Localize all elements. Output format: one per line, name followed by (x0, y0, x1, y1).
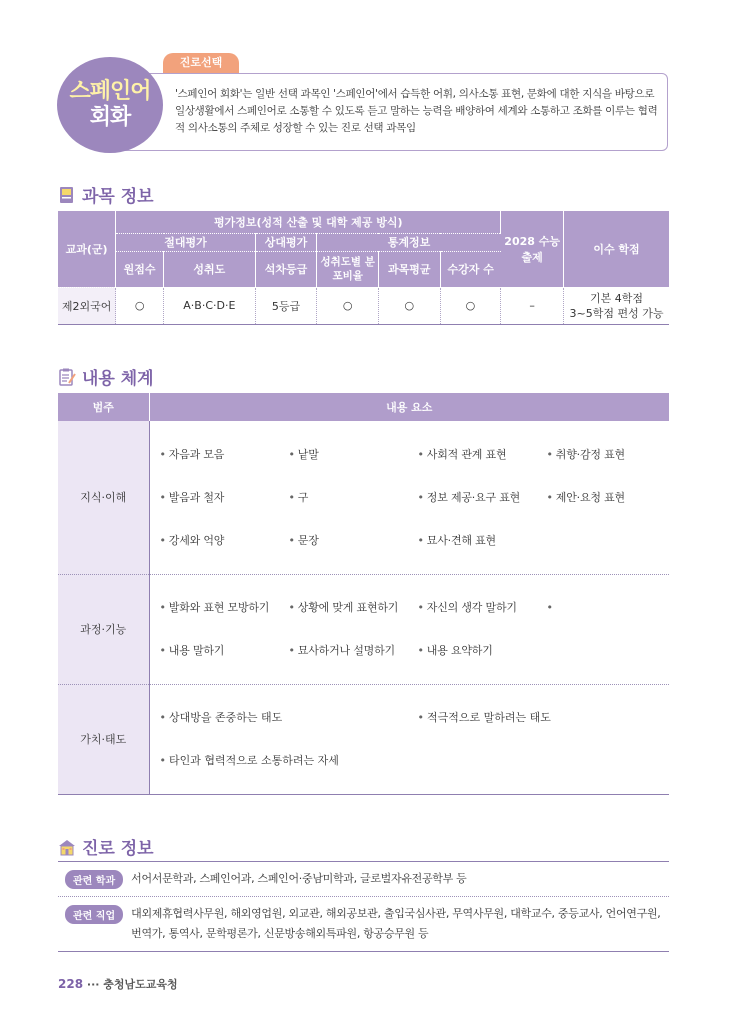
list-item: • 낱말 (289, 433, 418, 476)
th-distribution: 성취도별 분포비율 (317, 251, 379, 287)
subject-title-badge (57, 57, 163, 153)
page-footer (58, 976, 178, 992)
dept-label: 관련 학과 (65, 870, 123, 889)
category-process: 과정·기능 (58, 574, 149, 684)
table-row (58, 684, 669, 794)
th-elements: 내용 요소 (149, 393, 669, 421)
content-system-table (58, 393, 669, 795)
list-item: • 취향·감정 표현 (547, 433, 667, 476)
career-info (58, 861, 669, 952)
th-eval: 평가정보(성적 산출 및 대학 제공 방식) (116, 211, 501, 233)
th-mean: 과목평균 (378, 251, 440, 287)
category-values: 가치·태도 (58, 684, 149, 794)
list-item: • 발음과 철자 (160, 476, 289, 519)
list-item: • 자신의 생각 말하기 (418, 586, 547, 629)
category-knowledge: 지식·이해 (58, 421, 149, 574)
process-items (150, 586, 670, 672)
values-items (150, 696, 670, 782)
th-exam: 2028 수능 출제 (501, 211, 564, 287)
list-item: • 묘사·견해 표현 (418, 519, 547, 562)
list-item: • 자음과 모음 (160, 433, 289, 476)
th-achievement: 성취도 (164, 251, 256, 287)
cell-mean: ○ (378, 287, 440, 324)
career-row-job (58, 897, 669, 952)
subject-info-title: 과목 정보 (82, 187, 154, 207)
content-system-title: 내용 체계 (82, 369, 154, 389)
list-item: • 제안·요청 표현 (547, 476, 667, 519)
cell-rank: 5등급 (255, 287, 317, 324)
content-system-heading (58, 364, 154, 389)
list-item: • 상황에 맞게 표현하기 (289, 586, 418, 629)
list-item: • 내용 말하기 (160, 629, 289, 672)
list-item: • 정보 제공·요구 표현 (418, 476, 547, 519)
subject-info-heading (58, 182, 154, 207)
th-students: 수강자 수 (440, 251, 501, 287)
job-text: 대외제휴협력사무원, 해외영업원, 외교관, 해외공보관, 출입국심사관, 무역사무원, 대학교수, 중등교사, 언어연구원, 번역가, 통역사, 문학평론가, 신문방송해외특파원, 항공승무원 등 (131, 907, 661, 940)
cell-exam: – (501, 287, 564, 324)
list-item: • 문장 (289, 519, 418, 562)
credits-line1: 기본 4학점 (590, 291, 644, 305)
career-heading (58, 834, 154, 859)
cell-raw: ○ (116, 287, 164, 324)
footer-org: 충청남도교육청 (103, 978, 178, 991)
cell-achievement: A·B·C·D·E (164, 287, 256, 324)
book-icon (58, 186, 76, 204)
th-relative: 상대평가 (255, 233, 317, 251)
career-title: 진로 정보 (82, 839, 154, 859)
footer-dots: ··· (86, 978, 100, 991)
cell-students: ○ (440, 287, 501, 324)
table-row (58, 574, 669, 684)
intro-text: '스페인어 회화'는 일반 선택 과목인 '스페인어'에서 습득한 어휘, 의사소통 표현, 문화에 대한 지식을 바탕으로 일상생활에서 스페인어로 소통할 수 있도록 듣고 말하는 능력을 배양하여 세계와 소통하고 조화를 이루는 협력적 의사소통의 주체로 성장할 수 있는 진로 선택 과목임 (175, 88, 658, 134)
category-tag: 진로선택 (163, 53, 239, 73)
table-row (58, 421, 669, 574)
page-number: 228 (58, 977, 84, 991)
list-item: • 강세와 억양 (160, 519, 289, 562)
th-group: 교과(군) (58, 211, 116, 287)
subject-info-table (58, 211, 669, 325)
list-item: • 적극적으로 말하려는 태도 (418, 696, 668, 739)
dept-text: 서어서문학과, 스페인어과, 스페인어·중남미학과, 글로벌자유전공학부 등 (131, 872, 467, 885)
th-raw: 원점수 (116, 251, 164, 287)
school-icon (58, 838, 76, 856)
th-credits: 이수 학점 (564, 211, 669, 287)
list-item: • 구 (289, 476, 418, 519)
list-item: • 사회적 관계 표현 (418, 433, 547, 476)
subject-title-line2: 회화 (89, 105, 131, 130)
cell-group: 제2외국어 (58, 287, 116, 324)
th-absolute: 절대평가 (116, 233, 255, 251)
list-item: • 내용 요약하기 (418, 629, 547, 672)
list-item: • 묘사하거나 설명하기 (289, 629, 418, 672)
th-rank: 석차등급 (255, 251, 317, 287)
knowledge-items (150, 433, 670, 562)
cell-distribution: ○ (317, 287, 379, 324)
th-category: 범주 (58, 393, 149, 421)
cell-credits (564, 287, 669, 324)
th-stats: 통계정보 (317, 233, 501, 251)
subject-title-line1: 스페인어 (69, 79, 151, 104)
credits-line2: 3~5학점 편성 가능 (569, 306, 664, 320)
list-item: • 발화와 표현 모방하기 (160, 586, 289, 629)
list-item: • 상대방을 존중하는 태도 (160, 696, 418, 739)
career-row-dept (58, 861, 669, 897)
checklist-icon (58, 368, 76, 386)
job-label: 관련 직업 (65, 905, 123, 924)
list-item: • 타인과 협력적으로 소통하려는 자세 (160, 739, 418, 782)
table-row (58, 287, 669, 324)
